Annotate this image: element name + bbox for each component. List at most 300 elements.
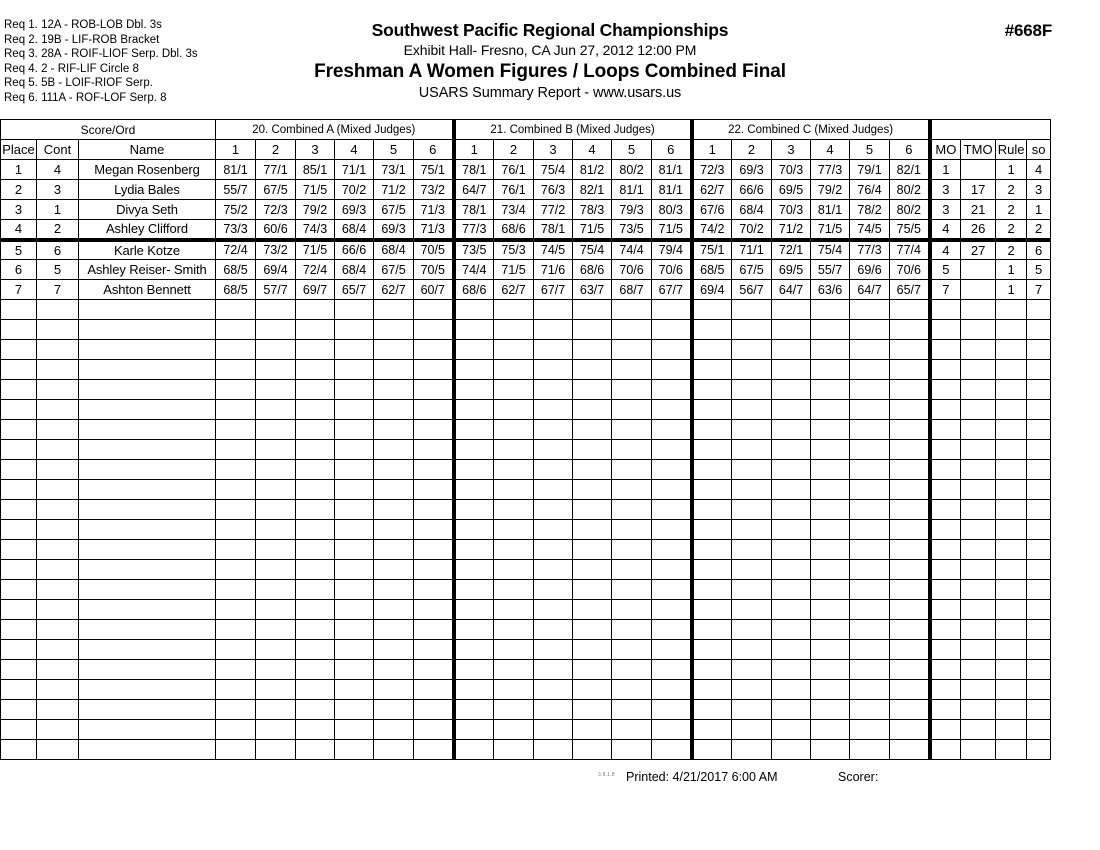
cell-empty <box>612 500 652 520</box>
cell-empty <box>996 340 1027 360</box>
table-empty-row[interactable] <box>1 560 1051 580</box>
header-judge-a-5: 5 <box>374 140 414 160</box>
cell-empty <box>732 500 772 520</box>
cell-empty <box>732 300 772 320</box>
cell-empty <box>961 680 996 700</box>
cell-empty <box>414 480 454 500</box>
cell-empty <box>256 600 296 620</box>
cell-empty <box>652 460 692 480</box>
cell-empty <box>79 480 216 500</box>
cell-empty <box>335 300 374 320</box>
cell-empty <box>37 400 79 420</box>
requirement-item: Req 3. 28A - ROIF-LIOF Serp. Dbl. 3s <box>4 48 198 61</box>
cell-empty <box>534 460 573 480</box>
cell-empty <box>811 600 850 620</box>
cell-empty <box>256 300 296 320</box>
cell-empty <box>573 300 612 320</box>
cell-empty <box>335 720 374 740</box>
requirement-item: Req 2. 19B - LIF-ROB Bracket <box>4 33 160 46</box>
cell-empty <box>494 740 534 760</box>
cell-empty <box>216 480 256 500</box>
cell-empty <box>1 540 37 560</box>
cell-empty <box>414 640 454 660</box>
cell-empty <box>296 380 335 400</box>
cell-empty <box>652 600 692 620</box>
cell-score-b-2: 68/6 <box>494 220 534 240</box>
cell-empty <box>573 420 612 440</box>
table-row[interactable] <box>1 240 1051 260</box>
table-empty-row[interactable] <box>1 640 1051 660</box>
cell-empty <box>772 480 811 500</box>
table-row[interactable] <box>1 260 1051 280</box>
cell-score-a-1: 72/4 <box>216 240 256 260</box>
cell-empty <box>256 660 296 680</box>
cell-empty <box>1 680 37 700</box>
cell-empty <box>374 680 414 700</box>
cell-empty <box>414 720 454 740</box>
cell-empty <box>296 660 335 680</box>
cell-empty <box>692 400 732 420</box>
cell-empty <box>811 440 850 460</box>
cell-empty <box>216 660 256 680</box>
cell-empty <box>454 460 494 480</box>
cell-empty <box>692 300 732 320</box>
cell-empty <box>573 440 612 460</box>
cell-score-a-4: 68/4 <box>335 220 374 240</box>
cell-score-c-4: 71/5 <box>811 220 850 240</box>
cell-empty <box>1027 500 1051 520</box>
cell-empty <box>811 620 850 640</box>
cell-skater-name: Megan Rosenberg <box>79 160 216 180</box>
cell-score-c-2: 68/4 <box>732 200 772 220</box>
header-judge-b-3: 3 <box>534 140 573 160</box>
cell-empty <box>454 560 494 580</box>
cell-empty <box>216 680 256 700</box>
cell-tmo: 17 <box>961 180 996 200</box>
cell-empty <box>996 380 1027 400</box>
cell-empty <box>732 700 772 720</box>
cell-empty <box>961 320 996 340</box>
cell-empty <box>37 380 79 400</box>
cell-score-c-6: 77/4 <box>890 240 930 260</box>
cell-empty <box>930 340 961 360</box>
table-row[interactable] <box>1 200 1051 220</box>
cell-empty <box>573 500 612 520</box>
cell-empty <box>890 640 930 660</box>
cell-empty <box>692 720 732 740</box>
cell-empty <box>1 640 37 660</box>
cell-empty <box>534 600 573 620</box>
header-judge-c-4: 4 <box>811 140 850 160</box>
cell-empty <box>652 320 692 340</box>
cell-empty <box>1027 360 1051 380</box>
table-empty-row[interactable] <box>1 620 1051 640</box>
cell-score-b-1: 73/5 <box>454 240 494 260</box>
table-empty-row[interactable] <box>1 440 1051 460</box>
cell-score-b-4: 82/1 <box>573 180 612 200</box>
cell-empty <box>652 680 692 700</box>
cell-score-b-3: 75/4 <box>534 160 573 180</box>
cell-rule: 1 <box>996 260 1027 280</box>
cell-empty <box>79 700 216 720</box>
cell-place: 4 <box>1 220 37 240</box>
cell-empty <box>454 700 494 720</box>
requirement-item: Req 1. 12A - ROB-LOB Dbl. 3s <box>4 19 162 31</box>
cell-empty <box>890 360 930 380</box>
table-empty-row[interactable] <box>1 540 1051 560</box>
cell-empty <box>652 520 692 540</box>
cell-empty <box>494 420 534 440</box>
cell-score-c-1: 69/4 <box>692 280 732 300</box>
cell-empty <box>335 740 374 760</box>
cell-skater-name: Ashton Bennett <box>79 280 216 300</box>
cell-empty <box>256 540 296 560</box>
cell-empty <box>890 660 930 680</box>
cell-empty <box>692 640 732 660</box>
scorer-label: Scorer: <box>838 770 879 784</box>
table-empty-row[interactable] <box>1 720 1051 740</box>
cell-score-b-3: 78/1 <box>534 220 573 240</box>
cell-empty <box>573 620 612 640</box>
cell-empty <box>1027 540 1051 560</box>
cell-empty <box>612 440 652 460</box>
cell-empty <box>414 380 454 400</box>
cell-empty <box>296 300 335 320</box>
cell-empty <box>573 740 612 760</box>
cell-tmo: 27 <box>961 240 996 260</box>
cell-empty <box>1027 420 1051 440</box>
cell-empty <box>37 500 79 520</box>
cell-skater-name: Divya Seth <box>79 200 216 220</box>
cell-empty <box>216 340 256 360</box>
cell-score-a-2: 77/1 <box>256 160 296 180</box>
cell-empty <box>996 620 1027 640</box>
cell-empty <box>996 300 1027 320</box>
cell-so: 1 <box>1027 200 1051 220</box>
cell-empty <box>335 340 374 360</box>
cell-score-a-3: 74/3 <box>296 220 335 240</box>
cell-empty <box>652 360 692 380</box>
header-judge-c-1: 1 <box>692 140 732 160</box>
cell-empty <box>652 440 692 460</box>
results-table <box>0 119 1051 760</box>
cell-empty <box>534 700 573 720</box>
table-empty-row[interactable] <box>1 340 1051 360</box>
table-empty-row[interactable] <box>1 660 1051 680</box>
cell-cont: 3 <box>37 180 79 200</box>
cell-empty <box>1 340 37 360</box>
cell-empty <box>414 360 454 380</box>
cell-score-a-5: 67/5 <box>374 260 414 280</box>
cell-empty <box>772 580 811 600</box>
cell-mo: 4 <box>930 220 961 240</box>
table-empty-row[interactable] <box>1 600 1051 620</box>
cell-empty <box>1 520 37 540</box>
cell-empty <box>652 580 692 600</box>
cell-empty <box>37 300 79 320</box>
cell-so: 6 <box>1027 240 1051 260</box>
cell-score-a-2: 69/4 <box>256 260 296 280</box>
cell-empty <box>1 380 37 400</box>
cell-empty <box>996 420 1027 440</box>
cell-empty <box>216 500 256 520</box>
cell-empty <box>930 460 961 480</box>
cell-empty <box>772 400 811 420</box>
cell-score-b-2: 73/4 <box>494 200 534 220</box>
cell-empty <box>454 680 494 700</box>
cell-cont: 5 <box>37 260 79 280</box>
cell-empty <box>1 740 37 760</box>
cell-empty <box>1027 560 1051 580</box>
cell-score-c-3: 70/3 <box>772 200 811 220</box>
cell-empty <box>573 380 612 400</box>
cell-empty <box>1027 660 1051 680</box>
cell-empty <box>930 720 961 740</box>
cell-empty <box>772 660 811 680</box>
cell-empty <box>335 380 374 400</box>
cell-empty <box>772 680 811 700</box>
cell-empty <box>612 360 652 380</box>
cell-empty <box>732 520 772 540</box>
cell-empty <box>930 360 961 380</box>
cell-empty <box>296 540 335 560</box>
cell-empty <box>494 460 534 480</box>
cell-score-b-2: 76/1 <box>494 160 534 180</box>
cell-empty <box>216 720 256 740</box>
cell-empty <box>930 420 961 440</box>
cell-empty <box>1027 440 1051 460</box>
cell-empty <box>811 380 850 400</box>
cell-empty <box>996 540 1027 560</box>
table-row[interactable] <box>1 220 1051 240</box>
cell-score-c-5: 79/1 <box>850 160 890 180</box>
cell-empty <box>850 340 890 360</box>
cell-empty <box>494 560 534 580</box>
cell-empty <box>890 500 930 520</box>
table-empty-row[interactable] <box>1 700 1051 720</box>
cell-score-c-2: 66/6 <box>732 180 772 200</box>
cell-empty <box>1027 520 1051 540</box>
cell-empty <box>930 700 961 720</box>
header-cont: Cont <box>37 140 79 160</box>
table-empty-row[interactable] <box>1 480 1051 500</box>
cell-empty <box>772 520 811 540</box>
cell-empty <box>850 500 890 520</box>
cell-rule: 2 <box>996 240 1027 260</box>
cell-place: 5 <box>1 240 37 260</box>
cell-score-b-2: 76/1 <box>494 180 534 200</box>
cell-empty <box>534 660 573 680</box>
cell-score-a-1: 55/7 <box>216 180 256 200</box>
cell-tmo: 26 <box>961 220 996 240</box>
cell-score-c-1: 67/6 <box>692 200 732 220</box>
cell-empty <box>996 320 1027 340</box>
cell-empty <box>612 560 652 580</box>
cell-cont: 1 <box>37 200 79 220</box>
cell-score-c-2: 71/1 <box>732 240 772 260</box>
cell-empty <box>454 660 494 680</box>
cell-score-c-2: 56/7 <box>732 280 772 300</box>
cell-cont: 2 <box>37 220 79 240</box>
cell-empty <box>216 320 256 340</box>
cell-empty <box>374 460 414 480</box>
table-empty-row[interactable] <box>1 460 1051 480</box>
cell-score-c-3: 70/3 <box>772 160 811 180</box>
cell-empty <box>850 440 890 460</box>
cell-empty <box>335 400 374 420</box>
requirement-item: Req 5. 5B - LOIF-RIOF Serp. <box>4 77 153 90</box>
header-judge-b-6: 6 <box>652 140 692 160</box>
cell-empty <box>652 380 692 400</box>
cell-empty <box>414 320 454 340</box>
cell-empty <box>374 380 414 400</box>
cell-score-b-4: 63/7 <box>573 280 612 300</box>
cell-empty <box>961 560 996 580</box>
cell-empty <box>890 700 930 720</box>
cell-empty <box>79 360 216 380</box>
cell-empty <box>961 400 996 420</box>
cell-empty <box>256 360 296 380</box>
table-empty-row[interactable] <box>1 740 1051 760</box>
table-empty-row[interactable] <box>1 520 1051 540</box>
cell-empty <box>811 580 850 600</box>
cell-empty <box>612 400 652 420</box>
cell-empty <box>414 520 454 540</box>
cell-empty <box>37 680 79 700</box>
table-row[interactable] <box>1 280 1051 300</box>
cell-empty <box>335 480 374 500</box>
cell-empty <box>534 500 573 520</box>
cell-empty <box>79 740 216 760</box>
cell-empty <box>256 560 296 580</box>
cell-empty <box>850 620 890 640</box>
cell-empty <box>534 300 573 320</box>
cell-score-c-4: 77/3 <box>811 160 850 180</box>
table-empty-row[interactable] <box>1 380 1051 400</box>
table-band-row <box>1 120 1051 140</box>
table-row[interactable] <box>1 180 1051 200</box>
header-judge-a-1: 1 <box>216 140 256 160</box>
header-tmo: TMO <box>961 140 996 160</box>
cell-empty <box>850 320 890 340</box>
table-empty-row[interactable] <box>1 320 1051 340</box>
cell-empty <box>772 420 811 440</box>
cell-empty <box>414 300 454 320</box>
cell-empty <box>732 680 772 700</box>
header-judge-c-2: 2 <box>732 140 772 160</box>
cell-empty <box>961 440 996 460</box>
cell-empty <box>1 400 37 420</box>
cell-empty <box>37 720 79 740</box>
cell-empty <box>692 740 732 760</box>
cell-empty <box>414 600 454 620</box>
cell-score-a-2: 57/7 <box>256 280 296 300</box>
requirement-item: Req 4. 2 - RIF-LIF Circle 8 <box>4 62 139 75</box>
cell-empty <box>534 320 573 340</box>
table-empty-row[interactable] <box>1 300 1051 320</box>
cell-empty <box>811 540 850 560</box>
cell-empty <box>811 720 850 740</box>
cell-empty <box>79 500 216 520</box>
cell-empty <box>79 440 216 460</box>
cell-empty <box>652 500 692 520</box>
cell-score-a-5: 71/2 <box>374 180 414 200</box>
cell-empty <box>652 700 692 720</box>
cell-empty <box>850 520 890 540</box>
cell-empty <box>1 500 37 520</box>
table-empty-row[interactable] <box>1 580 1051 600</box>
cell-empty <box>890 680 930 700</box>
cell-score-b-6: 81/1 <box>652 180 692 200</box>
cell-score-c-1: 72/3 <box>692 160 732 180</box>
cell-empty <box>494 620 534 640</box>
cell-empty <box>494 300 534 320</box>
cell-empty <box>494 720 534 740</box>
version-stamp: 3.8.1.8 <box>598 772 615 778</box>
table-empty-row[interactable] <box>1 500 1051 520</box>
cell-empty <box>374 400 414 420</box>
cell-empty <box>772 700 811 720</box>
cell-empty <box>652 540 692 560</box>
cell-score-c-4: 55/7 <box>811 260 850 280</box>
cell-score-c-6: 75/5 <box>890 220 930 240</box>
cell-empty <box>732 320 772 340</box>
cell-empty <box>890 480 930 500</box>
header-name: Name <box>79 140 216 160</box>
cell-empty <box>930 600 961 620</box>
table-empty-row[interactable] <box>1 400 1051 420</box>
cell-empty <box>692 320 732 340</box>
cell-empty <box>930 560 961 580</box>
cell-score-c-1: 62/7 <box>692 180 732 200</box>
cell-score-a-3: 85/1 <box>296 160 335 180</box>
cell-empty <box>930 520 961 540</box>
cell-empty <box>335 440 374 460</box>
table-empty-row[interactable] <box>1 360 1051 380</box>
cell-empty <box>732 540 772 560</box>
cell-empty <box>772 500 811 520</box>
cell-empty <box>534 620 573 640</box>
cell-empty <box>573 640 612 660</box>
cell-empty <box>79 400 216 420</box>
cell-empty <box>692 360 732 380</box>
table-row[interactable] <box>1 160 1051 180</box>
cell-score-a-2: 67/5 <box>256 180 296 200</box>
cell-empty <box>414 560 454 580</box>
cell-score-c-5: 78/2 <box>850 200 890 220</box>
cell-score-a-1: 73/3 <box>216 220 256 240</box>
cell-empty <box>850 460 890 480</box>
cell-empty <box>1027 600 1051 620</box>
cell-empty <box>772 600 811 620</box>
table-empty-row[interactable] <box>1 680 1051 700</box>
cell-empty <box>652 620 692 640</box>
header-judge-c-6: 6 <box>890 140 930 160</box>
table-empty-row[interactable] <box>1 420 1051 440</box>
cell-score-c-2: 69/3 <box>732 160 772 180</box>
cell-empty <box>414 660 454 680</box>
cell-empty <box>216 740 256 760</box>
cell-score-c-2: 67/5 <box>732 260 772 280</box>
cell-empty <box>534 540 573 560</box>
cell-empty <box>454 740 494 760</box>
header-judge-c-3: 3 <box>772 140 811 160</box>
cell-empty <box>890 740 930 760</box>
cell-empty <box>573 580 612 600</box>
judge-group-label: 20. Combined A (Mixed Judges) <box>216 120 454 140</box>
cell-score-b-6: 81/1 <box>652 160 692 180</box>
cell-empty <box>930 440 961 460</box>
